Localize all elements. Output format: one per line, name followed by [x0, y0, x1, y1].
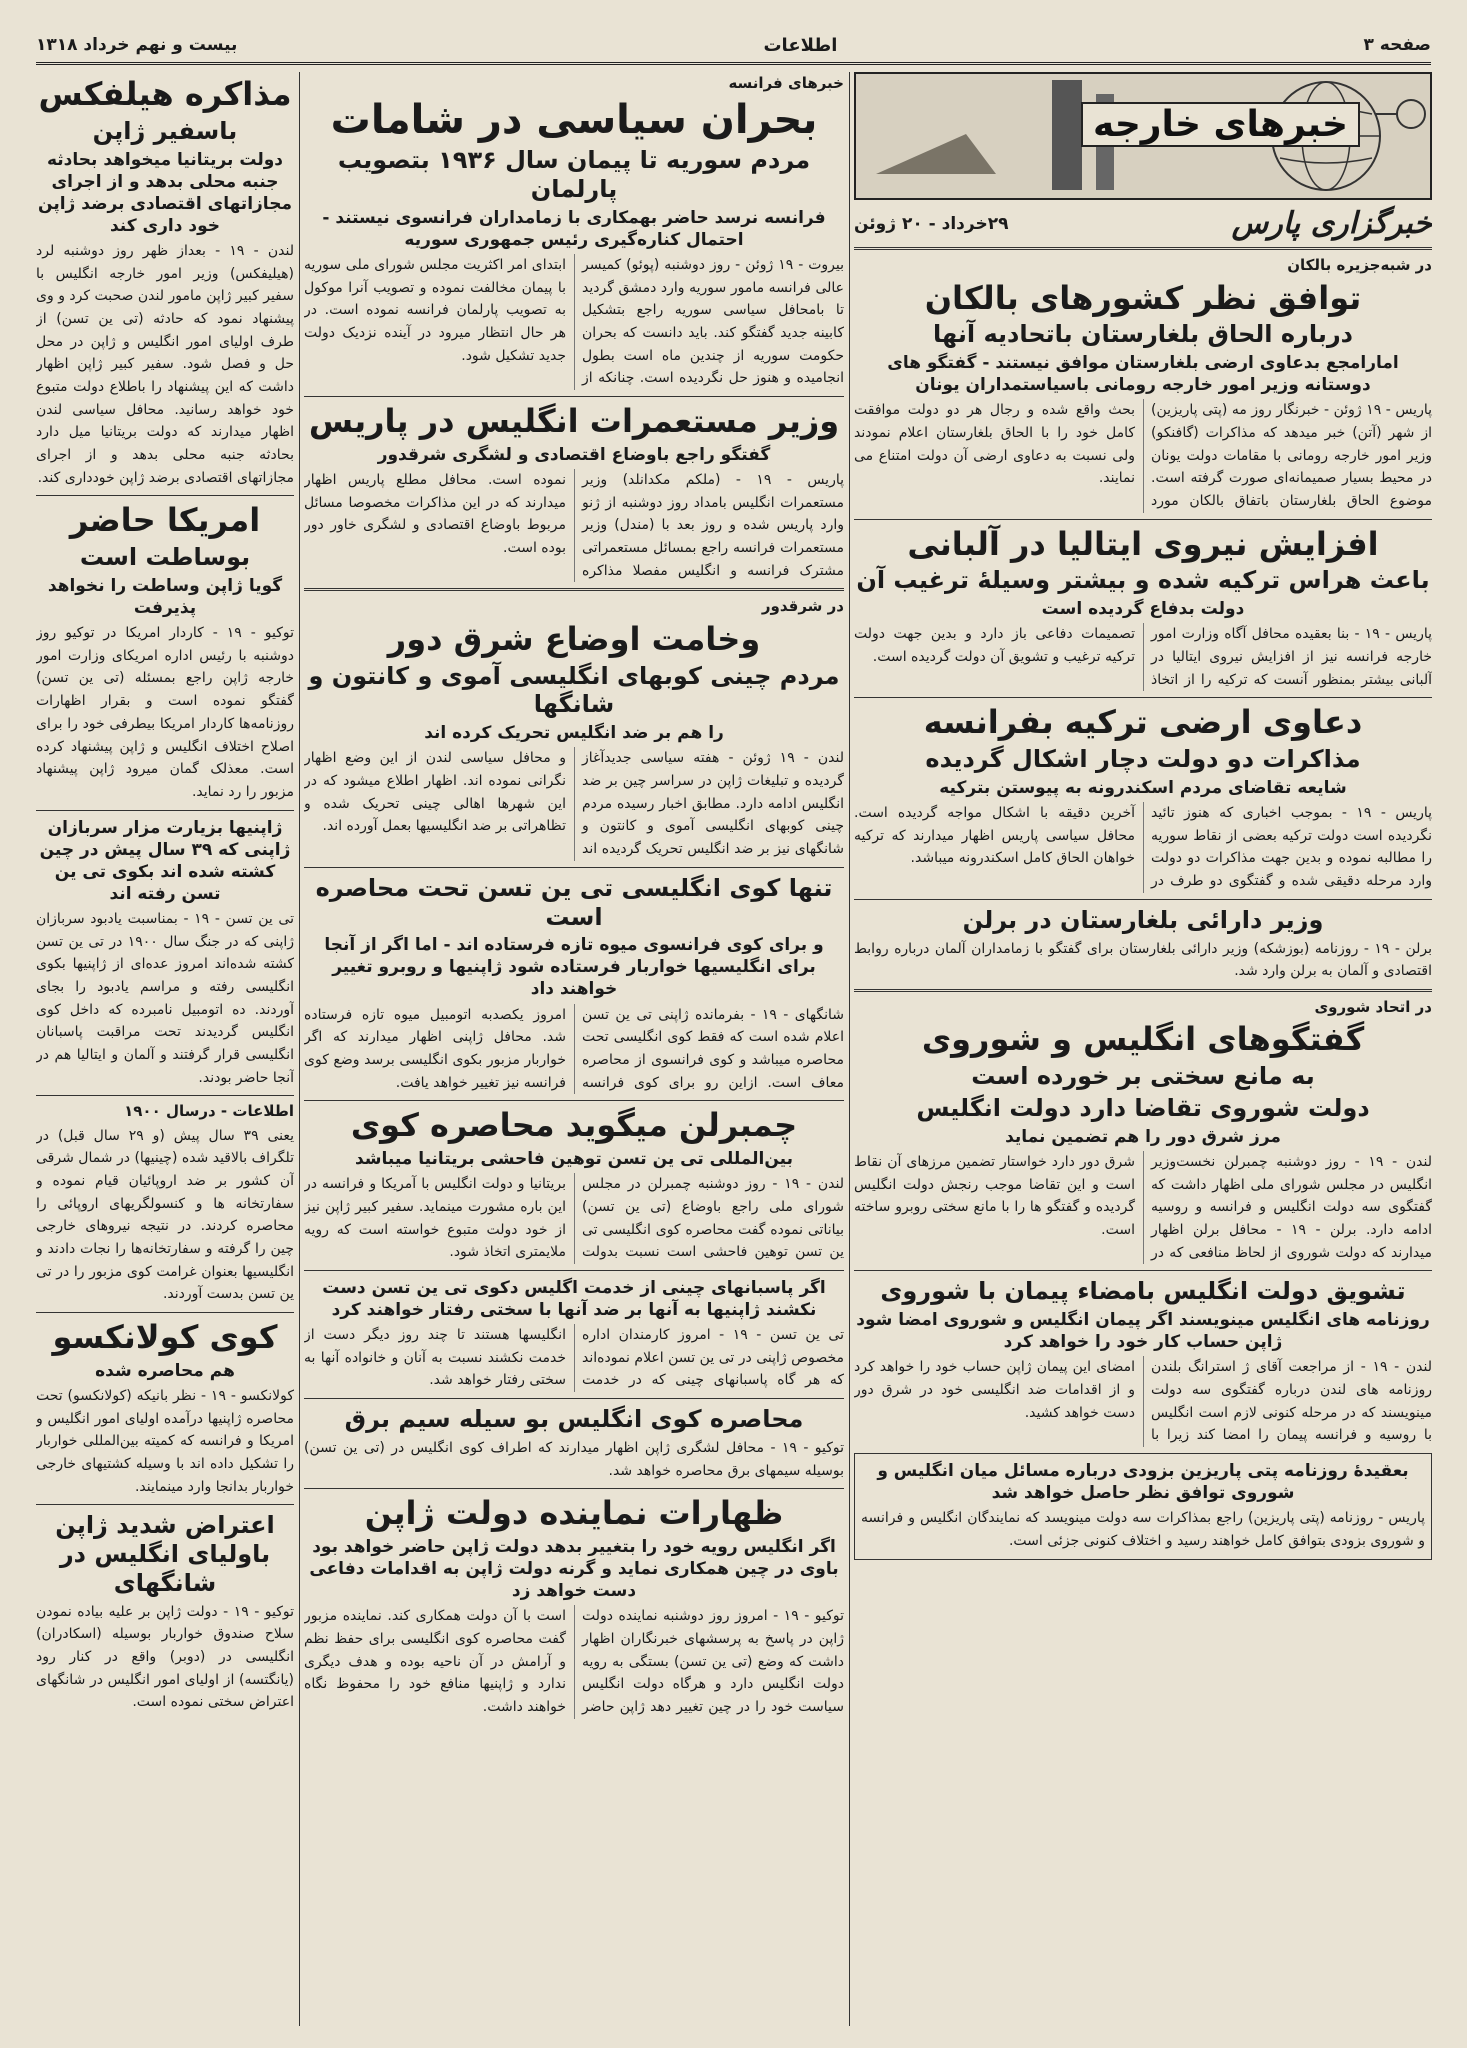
albania-article: [854, 526, 1432, 692]
kulangsu-article: [36, 1319, 294, 1498]
article-headline: کوی کولانکسو: [52, 1318, 278, 1357]
right-column: [854, 72, 1432, 2026]
article-headline: وخامت اوضاع شرق دور: [387, 619, 761, 658]
article-deck: روزنامه های انگلیس مینویسند اگر پیمان انگلیس و شوروی امضا شود ژاپن حساب کار خود را خواهد کرد: [856, 1310, 1430, 1353]
japan-rep-article: [304, 1495, 844, 1718]
article-headline: محاصره کوی انگلیس بو سیله سیم برق: [344, 1405, 804, 1434]
article-body: لندن - ۱۹ - از مراجعت آقای ژ استرانگ بلندن روزنامه های لندن درباره گفتگوی سه دولت مینویسند که در مرحله کنونی لازم است انگلیس با روسیه و فرانسه پیمان را امضا کند زیرا با امضای این پیمان ژاپن حساب خود را خواهد کرد و از اقدامات ضد انگلیسی خود در شرق دور دست خواهد کشید.: [854, 1359, 1432, 1444]
article-body: تی ین تسن - ۱۹ - بمناسبت یادبود سربازان ژاپنی که در جنگ سال ۱۹۰۰ در تی ین تسن کشته شده‌اند امروز عده‌ای از ژاپنیها بکوی انگلیسی رفته و مراسم یادبود را بجای آوردند. ده اتومبیل نامبرده که داخل کوی انگلیس گردیدند تحت مراقبت پاسبانان انگلیسی قرار گرفتند و آلمان و ایتالیا هم در آنجا حاضر بودند.: [36, 910, 294, 1086]
article-headline: اگر پاسبانهای چینی از خدمت اگلیس دکوی تی ین تسن دست نکشند ژاپنیها به آنها بر ضد آنها با سختی رفتار خواهند کرد: [322, 1277, 826, 1320]
article-body: لندن - ۱۹ - بعداز ظهر روز دوشنبه لرد (هیلیفکس) وزیر امور خارجه انگلیس با سفیر کبیر ژاپن مامور لندن صحبت کرد و وی پیشنهاد نمود که حادثه (تی ین تسن) از طرف اولیای امور انگلیس و ژاپن در محل حل و فصل شود. سفیر کبیر ژاپن اظهار داشت که این پیشنهاد را باطلاع دولت متبوع خود خواهد رسانید. محافل سیاسی لندن اظهار میدارند که دولت بریتانیا میل دارد بحادثه جنبه محلی بدهد و از اجرای مجازاتهای اقتصادی برضد ژاپن خودداری کند.: [36, 242, 294, 486]
article-deck: دولت بدفاع گردیده است: [1041, 599, 1245, 620]
article-body: لندن - ۱۹ ژوئن - هفته سیاسی جدیدآغاز گردیده و تبلیغات ژاپن در سراسر چین بر ضد انگلیس ادامه دارد. مطابق اخبار رسیده مردم چینی کوبهای انگلیسی آموی و کانتون و شانگهای نیز بر ضد انگلیس تحریک گردیده اند و محافل سیاسی لندن از این وضع اظهار نگرانی نموده اند. اظهار اطلاع میشود که در این شهرها اهالی چینی تحریک شده و تظاهراتی بر ضد انگلیسیها بعمل آورده اند.: [304, 750, 844, 858]
article-headline: تنها کوی انگلیسی تی ین تسن تحت محاصره است: [315, 873, 833, 931]
left-column: [36, 72, 294, 2026]
article-body: برلن - ۱۹ - روزنامه (بوزشکه) وزیر دارائی بلغارستان برای گفتگو با زمامداران آلمان درباره روابط اقتصادی و آلمان به برلن وارد شد.: [854, 940, 1432, 980]
article-body: پاریس - ۱۹ ژوئن - خبرنگار روز مه (پتی پاریزین) از شهر (آتن) خبر میدهد که مذاکرات (گافنکو) وزیر امور خارجه رومانی با مقامات دولت یونان در محیط بسیار صمیمانه‌ای صورت گرفته است. موضوع الحاق بلغارستان باتفاق بالکان مورد بحث واقع شده و رجال هر دو دولت موافقت کامل خود را با الحاق بلغارستان اعلام نمودند ولی نسبت به دعاوی ارضی آن دولت امتناع می نمایند.: [854, 402, 1432, 509]
article-deck: را هم بر ضد انگلیس تحریک کرده اند: [424, 723, 724, 744]
guards-article: [304, 1277, 844, 1392]
article-body: پاریس - روزنامه (پتی پاریزین) راجع بمذاکرات سه دولت مینویسد که نمایندگان انگلیس و فرانسه و شوروی بزودی بتوافق کامل خواهند رسید و اختلاف کنونی جزئی است.: [861, 1510, 1425, 1549]
article-body: پاریس - ۱۹ - (ملکم مکدانلد) وزیر مستعمرات انگلیس بامداد روز دوشنبه از ژنو وارد پاریس شده و روز بعد با (مندل) وزیر مستعمرات فرانسه راجع بمسائل مستعمراتی مشترک فرانسه و انگلیس مفصلا مذاکره نموده است. محافل مطلع پاریس اظهار میدارند که در این مذاکرات مخصوصا مسائل مربوط باوضاع اقتصادی و لشگری خاور دور بوده است.: [304, 472, 844, 579]
article-subhead: مردم سوریه تا پیمان سال ۱۹۳۶ بتصویب پارلمان: [337, 146, 811, 204]
article-deck: شایعه تقاضای مردم اسکندرونه به پیوستن بترکیه: [939, 777, 1347, 798]
article-headline: ظهارات نماینده دولت ژاپن: [364, 1494, 784, 1533]
article-headline: وزیر دارائی بلغارستان در برلن: [962, 905, 1324, 934]
article-headline: وزیر مستعمرات انگلیس در پاریس: [308, 402, 840, 441]
article-headline: ژاپنیها بزیارت مزار سربازان ژاپنی که ۳۹ سال پیش در چین کشته شده اند بکوی تی ین تسن رفته اند: [39, 817, 291, 904]
article-subhead: باعث هراس ترکیه شده و بیشتر وسیلهٔ ترغیب آن: [856, 566, 1430, 595]
article-body: توکیو - ۱۹ - کاردار امریکا در توکیو روز دوشنبه با رئیس اداره امریکای وزارت امور خارجه ژاپن راجع بمسئله (تی ین تسن) گفتگو نموده است و بقرار اظهارات روزنامه‌ها کاردار امریکا بیطرفی خود را برای اصلاح اختلاف انگلیس و ژاپن پیشنهاد کرده است. معذلک گمان میرود ژاپن پیشنهاد مزبور را رد نماید.: [36, 625, 294, 800]
article-subhead: بوساطت است: [79, 543, 251, 572]
article-deck: امارامجع بدعاوی ارضی بلغارستان موافق نیستند - گفتگو های دوستانه وزیر امور خارجه رومانی باسیاستمداران یونان: [887, 353, 1399, 396]
article-headline: گفتگوهای انگلیس و شوروی: [921, 1020, 1365, 1059]
article-subhead: درباره الحاق بلغارستان باتحادیه آنها: [933, 320, 1353, 349]
date-line: بیست و نهم خرداد ۱۳۱۸: [36, 35, 238, 55]
far-east-article: [304, 597, 844, 860]
shanghai-article: [36, 1511, 294, 1714]
article-deck: مرز شرق دور را هم تضمین نماید: [1005, 1126, 1281, 1147]
article-body: توکیو - ۱۹ - محافل لشگری ژاپن اظهار میدارند که اطراف کوی انگلیس در (تی ین تسن) بوسیله سیمهای برق محاصره خواهد شد.: [304, 1439, 844, 1479]
article-kicker: خبرهای فرانسه: [728, 74, 844, 92]
tientsin-article: [304, 874, 844, 1095]
article-kicker: در شرقدور: [761, 597, 844, 616]
article-body: لندن - ۱۹ - روز دوشنبه چمبرلن در مجلس شورای ملی راجع باوضاع (تی ین تسن) بیاناتی نموده گفت محاصره کوی انگلیسی تی ین تسن توهین فاحشی است نسبت بدولت بریتانیا و دولت انگلیس با آمریکا و فرانسه در این باره مشورت مینماید. سفیر کبیر ژاپن نیز از خود دولت متبوع خواسته است که رویه ملایمتری اتخاذ شود.: [304, 1176, 844, 1261]
article-headline: اطلاعات - درسال ۱۹۰۰: [124, 1102, 294, 1121]
article-headline: دعاوی ارضی ترکیه بفرانسه: [923, 703, 1363, 742]
encourage-article: [854, 1277, 1432, 1447]
article-body: پاریس - ۱۹ - بنا بعقیده محافل آگاه وزارت امور خارجه فرانسه نیز از افزایش نیروی ایتالیا در آلبانی بیشتر بمنظور آنست که ترکیه را از اتخاذ تصمیمات دفاعی باز دارد و بدین جهت دولت ترکیه ترغیب و تشویق آن دولت گردیده است.: [854, 626, 1432, 688]
article-headline: توافق نظر کشورهای بالکان: [924, 278, 1362, 317]
graves-article: [36, 817, 294, 1090]
article-headline: چمبرلن میگوید محاصره کوی: [350, 1106, 798, 1145]
article-headline: مذاکره هیلفکس: [38, 75, 292, 113]
banner-title: خبرهای خارجه: [1081, 102, 1360, 147]
article-subhead: مذاکرات دو دولت دچار اشکال گردیده: [925, 745, 1361, 774]
paper-name: اطلاعات: [763, 34, 838, 56]
article-deck: گفتگو راجع باوضاع اقتصادی و لشگری شرقدور: [377, 444, 771, 465]
article-deck: فرانسه نرسد حاضر بهمکاری با زمامداران فرانسوی نیستند - احتمال کناره‌گیری رئیس جمهوری سوریه: [322, 207, 826, 250]
masthead: [36, 28, 1431, 65]
article-body: شانگهای - ۱۹ - بفرمانده ژاپنی تی ین تسن اعلام شده است که فقط کوی انگلیسی تحت محاصره میباشد و کوی فرانسوی از محاصره معاف است. ازاین رو برای کوی فرانسه امروز یکصدبه اتومبیل میوه تازه فرستاده شد. محافل ژاپنی اظهار میدارند که اگر خواربار مزبور بکوی انگلیسی برسد وضع کوی فرانسه نیز تغییر خواهد یافت.: [304, 1006, 844, 1091]
article-headline: امریکا حاضر: [69, 501, 261, 540]
article-body: توکیو - ۱۹ - امروز روز دوشنبه نماینده دولت ژاپن در پاسخ به پرسشهای خبرنگاران اظهار داشت که وضع (تی ین تسن) بستگی به رویه دولت انگلیس دارد و هرگاه دولت انگلیس سیاست خود را در چین تغییر دهد ژاپن حاضر است با آن دولت همکاری کند. نماینده مزبور گفت محاصره کوی انگلیسی برای حفظ نظم و آرامش در آن ناحیه بوده و هدف دیگری ندارد و ژاپنیها منافع خود را محفوظ نگاه خواهند داشت.: [304, 1608, 844, 1715]
middle-column: [304, 72, 844, 2026]
article-deck: و برای کوی فرانسوی میوه تازه فرستاده اند - اما اگر از آنجا برای انگلیسیها خواربار فرستاده شود ژاپنیها و روبرو تغییر خواهند داد: [324, 935, 824, 1000]
article-kicker: در شبه‌جزیره بالکان: [1287, 256, 1432, 274]
article-deck: اگر انگلیس رویه خود را بتغییر بدهد دولت ژاپن حاضر خواهد بود باوی در چین همکاری نماید و گرنه دولت ژاپن به اقدامات دفاعی دست خواهد زد: [309, 1536, 839, 1602]
petit-parisien-box: [854, 1453, 1432, 1561]
chamberlain-article: [304, 1107, 844, 1264]
agency-line: [854, 206, 1432, 241]
article-headline: بحران سیاسی در شامات: [330, 96, 818, 143]
halifax-article: [36, 76, 294, 489]
article-body: توکیو - ۱۹ - دولت ژاپن بر علیه بیاده نمودن سلاح صندوق خواربار بوسیله (اسکادران) انگلیسی در (دوبر) واقع در کنار رود (یانگتسه) از اولیای امور انگلیس در شانگهای اعتراض سختی نموده است.: [36, 1603, 294, 1711]
page-label: صفحه ۳: [1363, 35, 1431, 55]
article-body: پاریس - ۱۹ - بموجب اخباری که هنوز تائید نگردیده است دولت ترکیه بعضی از نقاط سوریه را مطالبه نموده و بدین جهت مذاکرات دو دولت وارد مرحله دقیقی شده و گفتگوی دو طرف در آخرین دقیقه با اشکال مواجه گردیده است. محافل سیاسی پاریس اظهار میدارند که ترکیه خواهان الحاق کامل اسکندرونه میباشد.: [854, 805, 1432, 890]
ettelaat-note: [36, 1102, 294, 1306]
article-subhead: مردم چینی کوبهای انگلیسی آموی و کانتون و شانگها: [308, 661, 840, 719]
colonies-article: [304, 403, 844, 582]
article-body: لندن - ۱۹ - روز دوشنبه چمبرلن نخست‌وزیر انگلیس در مجلس شورای ملی اظهار داشت که گفتگوی سه دولت انگلیس و فرانسه و روسیه ادامه دارد. برلن - ۱۹ - محافل برلن اظهار میدارند که دولت شوروی از لحاظ منافعی که در شرق دور دارد خواستار تضمین مرزهای آن نقاط است و این تقاضا موجب رنجش دولت انگلیس گردیده و گفتگو ها را با مانع سختی روبرو ساخته است.: [854, 1153, 1432, 1261]
article-subhead: به مانع سختی بر خورده است: [971, 1062, 1315, 1091]
article-subhead: باسفیر ژاپن: [92, 116, 238, 145]
turkey-article: [854, 704, 1432, 892]
column-rule: [299, 72, 300, 2026]
article-subhead: هم محاصره شده: [95, 1360, 235, 1381]
america-article: [36, 502, 294, 803]
article-subhead-2: دولت شوروی تقاضا دارد دولت انگلیس: [916, 1093, 1370, 1122]
article-headline: افزایش نیروی ایتالیا در آلبانی: [907, 524, 1379, 563]
article-body: تی ین تسن - ۱۹ - امروز کارمندان اداره مخصوص ژاپنی در تی ین تسن اعلام نموده‌اند که هر گاه پاسبانهای چینی که در خدمت انگلیسها هستند تا چند روز دیگر دست از خدمت نکشند نسبت به آنان و خانواده آنها به سختی رفتار خواهد شد.: [304, 1327, 844, 1389]
article-headline: تشویق دولت انگلیس بامضاء پیمان با شوروی: [880, 1277, 1406, 1306]
article-subhead: بین‌المللی تی ین تسن توهین فاحشی بریتانیا میباشد: [354, 1149, 793, 1170]
siege-article: [304, 1405, 844, 1482]
article-headline: بعقیدهٔ روزنامه پتی پاریزین بزودی درباره مسائل میان انگلیس و شوروی توافق نظر حاصل خواهد شد: [877, 1460, 1409, 1503]
article-deck: گویا ژاپن وساطت را نخواهد پذیرفت: [47, 575, 283, 619]
article-body: کولانکسو - ۱۹ - نظر بانیکه (کولانکسو) تحت محاصره ژاپنیها درآمده اولیای امور انگلیس و امریکا و فرانسه که کمیته بین‌المللی خواربار را تشکیل داده اند با وسیله کشتیهای خارجی خواربار بدانجا وارد مینمایند.: [36, 1388, 294, 1495]
syria-article: [304, 74, 844, 390]
bulgaria-article: [854, 906, 1432, 983]
agency-logo: خبرگزاری پارس: [1231, 206, 1432, 241]
article-deck: دولت بریتانیا میخواهد بحادثه جنبه محلی بدهد و از اجرای مجازاتهای اقتصادی برضد ژاپن خود داری کند: [38, 149, 292, 236]
article-kicker: در اتحاد شوروی: [1314, 997, 1432, 1016]
balkans-article: [854, 256, 1432, 513]
article-body: یعنی ۳۹ سال پیش (و ۲۹ سال قبل) در تلگراف بالاقید شده (چینیها) در شمال شرقی آن کشور بر ضد اروپائیان قیام نموده و سفارتخانه ها و کنسولگریهای اروپائی را محاصره کردند. در نتیجه نیروهای خارجی چین را گرفته و سفارتخانه‌ها را نجات دادند و انگلیسیها بعنوان غرامت کوی مزبور را در تی ین تسن بدست آوردند.: [36, 1127, 294, 1303]
soviet-article: [854, 998, 1432, 1264]
article-headline: اعتراض شدید ژاپن باولیای انگلیس در شانگهای: [55, 1511, 275, 1597]
column-rule: [849, 72, 850, 2026]
article-body: بیروت - ۱۹ ژوئن - روز دوشنبه (پوئو) کمیسر عالی فرانسه مامور سوریه وارد دمشق گردید تا بامحافل سیاسی سوریه راجع بتشکیل کابینه جدید گفتگو کند. باید دانست که بحران حکومت سوریه از چندین ماه است بطول انجامیده و هنوز حل نگردیده است. چنانکه از ابتدای امر اکثریت مجلس شورای ملی سوریه با پیمان مخالفت نموده و تصویب آنرا موکول به تصویب پارلمان فرانسه نموده است. در هر حال انتظار میرود در آینده نزدیک دولت جدید تشکیل شود.: [304, 257, 844, 387]
foreign-news-banner: [854, 72, 1432, 200]
agency-date: ۲۹خرداد - ۲۰ ژوئن: [854, 213, 1009, 234]
